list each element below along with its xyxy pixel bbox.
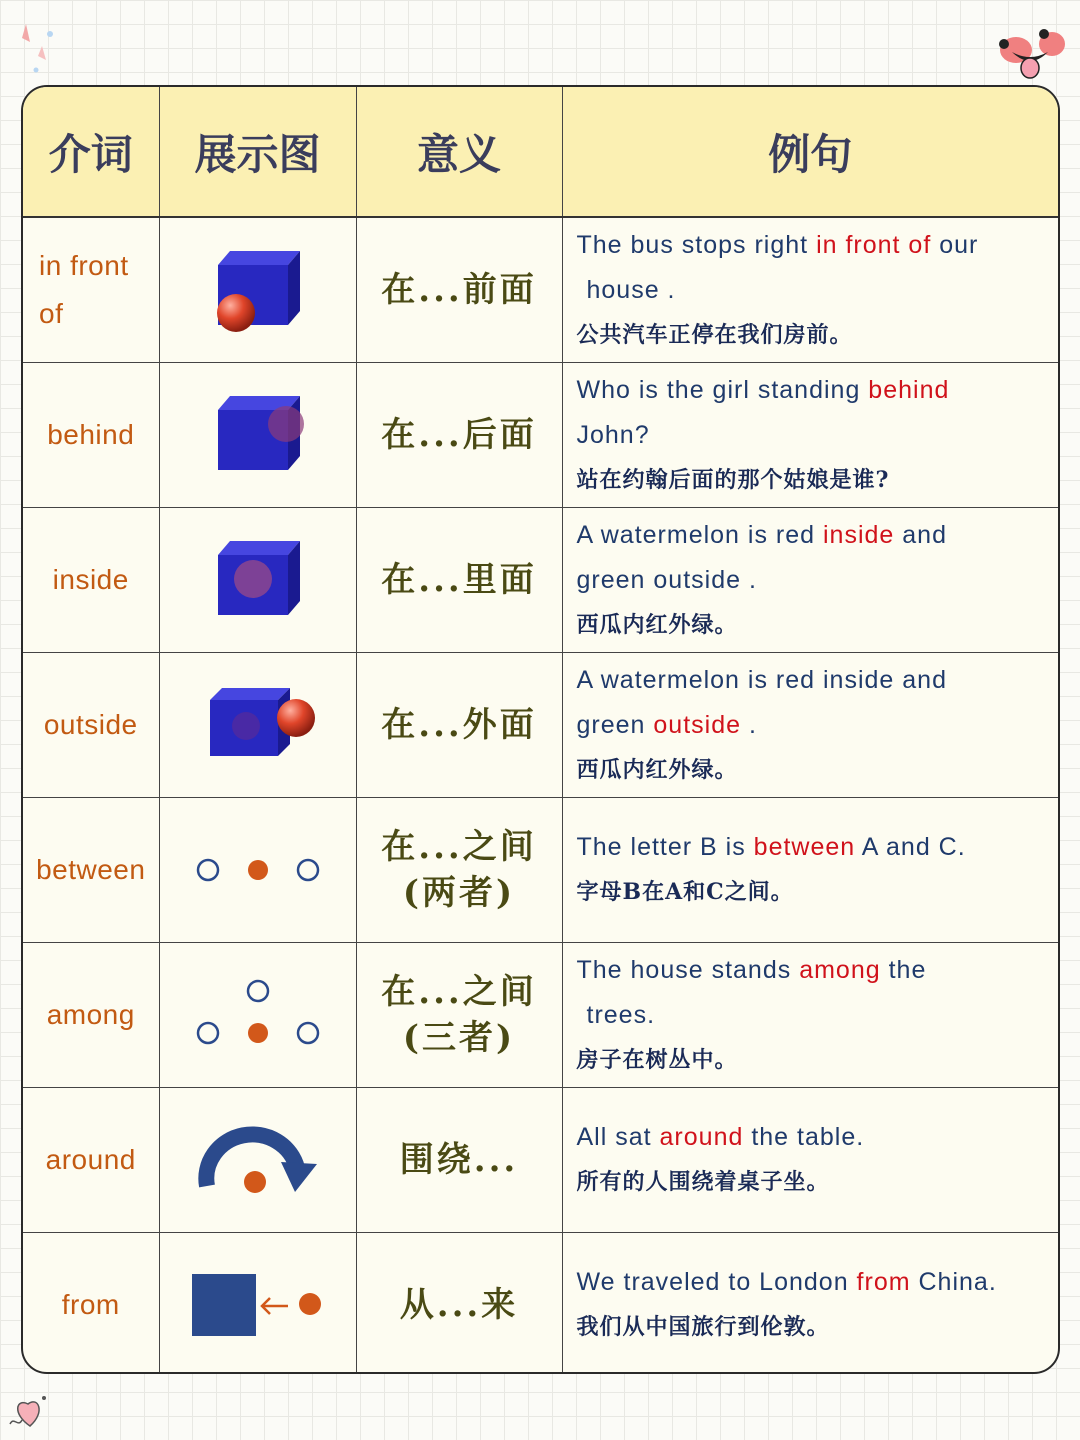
preposition-cell: around <box>23 1087 159 1232</box>
example-english-line2: trees. <box>586 1000 656 1029</box>
meaning-cell <box>356 942 562 1087</box>
example-english <box>577 223 1051 268</box>
preposition-cell: inside <box>23 507 159 652</box>
highlighted-preposition: behind <box>868 375 950 404</box>
example-cell <box>562 797 1058 942</box>
preposition-cell: among <box>23 942 159 1087</box>
example-text: the table. <box>743 1123 865 1151</box>
sparkle-decoration-icon <box>12 20 62 76</box>
header-illustration: 展示图 <box>159 87 356 217</box>
example-english <box>577 1115 1051 1160</box>
illustration-cell <box>159 507 356 652</box>
meaning-cell: 从...来 <box>356 1232 562 1374</box>
example-english: A watermelon is red inside and <box>576 665 947 694</box>
ball-in-front-of-cube-icon <box>208 245 308 335</box>
highlighted-preposition: outside <box>653 710 742 739</box>
example-chinese: 我们从中国旅行到伦敦。 <box>576 1314 830 1341</box>
table-row <box>23 652 1058 797</box>
example-text: The bus stops right <box>576 230 817 259</box>
example-text: China. <box>910 1268 997 1297</box>
example-chinese: 公共汽车正停在我们房前。 <box>576 321 853 348</box>
heart-doodle-icon <box>4 1390 54 1434</box>
preposition-cell <box>23 217 159 362</box>
example-text: The house stands <box>576 955 800 984</box>
example-cell <box>562 217 1058 362</box>
meaning-cell: 在...外面 <box>356 652 562 797</box>
example-text: the <box>880 955 927 984</box>
meaning-cell: 在...里面 <box>356 507 562 652</box>
table-row <box>23 1087 1058 1232</box>
illustration-cell <box>159 797 356 942</box>
example-english <box>577 948 1051 993</box>
meaning-note: (三者) <box>402 1017 516 1058</box>
example-cell <box>562 1087 1058 1232</box>
meaning-cell: 围绕... <box>356 1087 562 1232</box>
meaning-cell: 在...前面 <box>356 217 562 362</box>
meaning-text: 在...之间 <box>381 826 537 867</box>
example-text: . <box>741 710 757 739</box>
dot-from-square-icon <box>188 1270 328 1340</box>
example-cell <box>562 942 1058 1087</box>
illustration-cell <box>159 362 356 507</box>
example-cell <box>562 1232 1058 1374</box>
meaning-text: 在...之间 <box>381 971 537 1012</box>
highlighted-preposition: in front of <box>816 230 932 259</box>
example-chinese: 站在约翰后面的那个姑娘是谁? <box>576 466 890 493</box>
table-row <box>23 217 1058 362</box>
preposition-cell: between <box>23 797 159 942</box>
highlighted-preposition: around <box>659 1123 744 1151</box>
example-text: green <box>576 710 654 739</box>
table-row <box>23 797 1058 942</box>
example-chinese: 字母B在A和C之间。 <box>576 879 794 905</box>
illustration-cell <box>159 1232 356 1374</box>
illustration-cell <box>159 1087 356 1232</box>
table-header-row <box>23 87 1058 217</box>
example-english <box>577 368 1051 413</box>
cute-face-icon <box>986 14 1076 84</box>
example-english-line2: John? <box>576 420 650 449</box>
preposition-cell: outside <box>23 652 159 797</box>
illustration-cell <box>159 217 356 362</box>
highlighted-preposition: among <box>799 955 881 984</box>
arrow-around-dot-icon <box>193 1120 323 1200</box>
table-row <box>23 1232 1058 1374</box>
highlighted-preposition: from <box>856 1268 911 1297</box>
example-english <box>577 513 1051 558</box>
example-text: All sat <box>576 1123 660 1151</box>
meaning-note: (两者) <box>402 872 516 913</box>
header-preposition: 介词 <box>23 87 159 217</box>
meaning-cell: 在...后面 <box>356 362 562 507</box>
preposition-cell: behind <box>23 362 159 507</box>
meaning-cell <box>356 797 562 942</box>
example-text: Who is the girl standing <box>576 375 869 404</box>
example-cell <box>562 652 1058 797</box>
example-chinese: 西瓜内红外绿。 <box>576 756 738 783</box>
example-text: The letter B is <box>576 833 754 861</box>
table-row <box>23 362 1058 507</box>
table-row <box>23 942 1058 1087</box>
example-cell <box>562 507 1058 652</box>
illustration-cell <box>159 942 356 1087</box>
example-text: A and C. <box>855 833 966 861</box>
example-text: our <box>931 230 979 259</box>
example-chinese: 房子在树丛中。 <box>576 1046 738 1073</box>
table-row <box>23 507 1058 652</box>
illustration-cell <box>159 652 356 797</box>
example-text: and <box>894 520 947 549</box>
example-english-line2: house . <box>586 275 676 304</box>
highlighted-preposition: inside <box>823 520 895 549</box>
example-cell <box>562 362 1058 507</box>
ball-inside-cube-icon <box>208 535 308 625</box>
header-example: 例句 <box>562 87 1058 217</box>
example-chinese: 西瓜内红外绿。 <box>576 611 738 638</box>
example-text: We traveled to London <box>576 1268 857 1297</box>
prepositions-table <box>21 85 1060 1374</box>
preposition-text: of <box>39 297 64 329</box>
dot-among-circles-icon <box>188 975 328 1055</box>
preposition-cell: from <box>23 1232 159 1374</box>
highlighted-preposition: between <box>753 833 856 861</box>
example-english-line2: green outside . <box>576 565 757 594</box>
ball-outside-cube-icon <box>198 680 318 770</box>
example-english <box>577 825 1051 870</box>
example-chinese: 所有的人围绕着桌子坐。 <box>576 1169 830 1195</box>
dot-between-circles-icon <box>188 850 328 890</box>
example-english <box>577 1260 1051 1305</box>
example-text: A watermelon is red <box>576 520 823 549</box>
preposition-text: in front <box>39 249 129 281</box>
header-meaning: 意义 <box>356 87 562 217</box>
example-english-line2 <box>577 703 1051 748</box>
ball-behind-cube-icon <box>208 390 308 480</box>
